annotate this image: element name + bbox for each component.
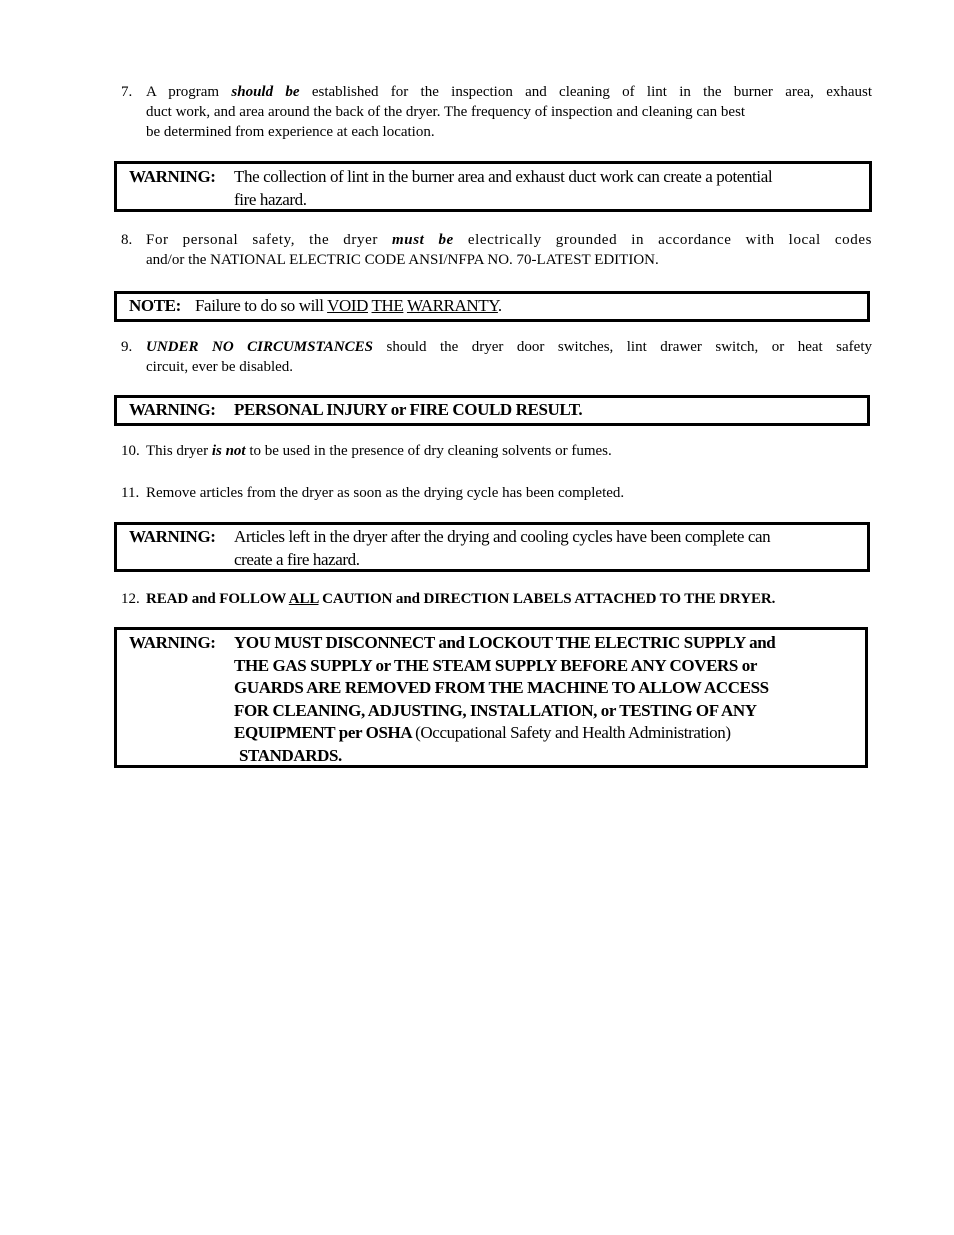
warning-text: FOR CLEANING, ADJUSTING, INSTALLATION, or TESTING OF ANY bbox=[234, 700, 757, 720]
warning-text: create a fire hazard. bbox=[234, 549, 360, 569]
item-text: A program bbox=[146, 84, 220, 100]
list-item-7 bbox=[121, 82, 872, 142]
warning-text: (Occupational Safety and Health Administration) bbox=[415, 723, 731, 742]
note-text: . bbox=[497, 296, 502, 315]
list-item-11 bbox=[121, 483, 872, 503]
warning-text: EQUIPMENT per OSHA bbox=[234, 723, 412, 742]
item-text: This dryer bbox=[146, 443, 209, 459]
item-text: be determined from experience at each location. bbox=[146, 124, 435, 140]
list-item-10 bbox=[121, 441, 872, 461]
warning-box-articles-left bbox=[114, 522, 870, 572]
item-number: 9. bbox=[121, 339, 133, 355]
item-text: CAUTION and DIRECTION LABELS ATTACHED TO THE DRYER. bbox=[322, 591, 776, 607]
warning-text: The collection of lint in the burner area and exhaust duct work can create a potential bbox=[234, 167, 773, 186]
item-number: 12. bbox=[121, 591, 140, 607]
note-text: Failure to do so will bbox=[195, 296, 324, 315]
warning-label: WARNING: bbox=[129, 633, 216, 652]
item-number: 11. bbox=[121, 485, 140, 501]
warning-text: THE GAS SUPPLY or THE STEAM SUPPLY BEFORE ANY COVERS or bbox=[234, 655, 758, 675]
note-underlined-text: WARRANTY bbox=[406, 296, 498, 315]
warning-text: GUARDS ARE REMOVED FROM THE MACHINE TO ALLOW ACCESS bbox=[234, 678, 769, 697]
warning-box-lint-fire-hazard bbox=[114, 161, 872, 212]
list-item-8 bbox=[121, 230, 872, 270]
warning-text: fire hazard. bbox=[234, 189, 307, 209]
note-underlined-text: VOID bbox=[327, 296, 368, 315]
item-text: and/or the NATIONAL ELECTRIC CODE ANSI/NFPA NO. 70-LATEST EDITION. bbox=[146, 252, 659, 268]
item-text: should the dryer door switches, lint drawer switch, or heat safety bbox=[386, 339, 872, 355]
emphasis-text: is not bbox=[211, 443, 246, 459]
warning-label: WARNING: bbox=[129, 167, 216, 186]
item-text: circuit, ever be disabled. bbox=[146, 359, 294, 375]
item-number: 7. bbox=[121, 84, 133, 100]
item-text: READ and FOLLOW bbox=[146, 591, 286, 607]
warning-box-personal-injury bbox=[114, 395, 870, 426]
emphasis-text: should be bbox=[231, 84, 300, 100]
warning-box-disconnect-supply bbox=[114, 627, 868, 768]
item-number: 10. bbox=[121, 443, 140, 459]
note-underlined-text: THE bbox=[371, 296, 404, 315]
warning-text: YOU MUST DISCONNECT and LOCKOUT THE ELECTRIC SUPPLY and bbox=[234, 633, 776, 652]
underlined-text: ALL bbox=[288, 591, 319, 607]
note-box-warranty bbox=[114, 291, 870, 322]
list-item-9 bbox=[121, 337, 872, 377]
item-text: electrically grounded in accordance with local codes bbox=[467, 232, 873, 248]
item-number: 8. bbox=[121, 232, 133, 248]
item-text: to be used in the presence of dry cleaning solvents or fumes. bbox=[249, 443, 612, 459]
item-text: established for the inspection and cleaning of lint in the burner area, exhaust bbox=[311, 84, 873, 100]
emphasis-text: must be bbox=[392, 232, 454, 248]
item-text: For personal safety, the dryer bbox=[146, 232, 378, 248]
item-text: duct work, and area around the back of the dryer. The frequency of inspection and cleaning can best bbox=[146, 104, 746, 120]
emphasis-text: UNDER NO CIRCUMSTANCES bbox=[146, 339, 374, 355]
list-item-12 bbox=[121, 589, 881, 609]
warning-text: STANDARDS. bbox=[239, 745, 342, 765]
item-text: Remove articles from the dryer as soon as the drying cycle has been completed. bbox=[146, 485, 625, 501]
warning-text: PERSONAL INJURY or FIRE COULD RESULT. bbox=[234, 400, 583, 419]
warning-label: WARNING: bbox=[129, 527, 216, 546]
note-label: NOTE: bbox=[129, 296, 181, 315]
warning-label: WARNING: bbox=[129, 400, 216, 419]
warning-text: Articles left in the dryer after the drying and cooling cycles have been complete can bbox=[234, 527, 771, 546]
